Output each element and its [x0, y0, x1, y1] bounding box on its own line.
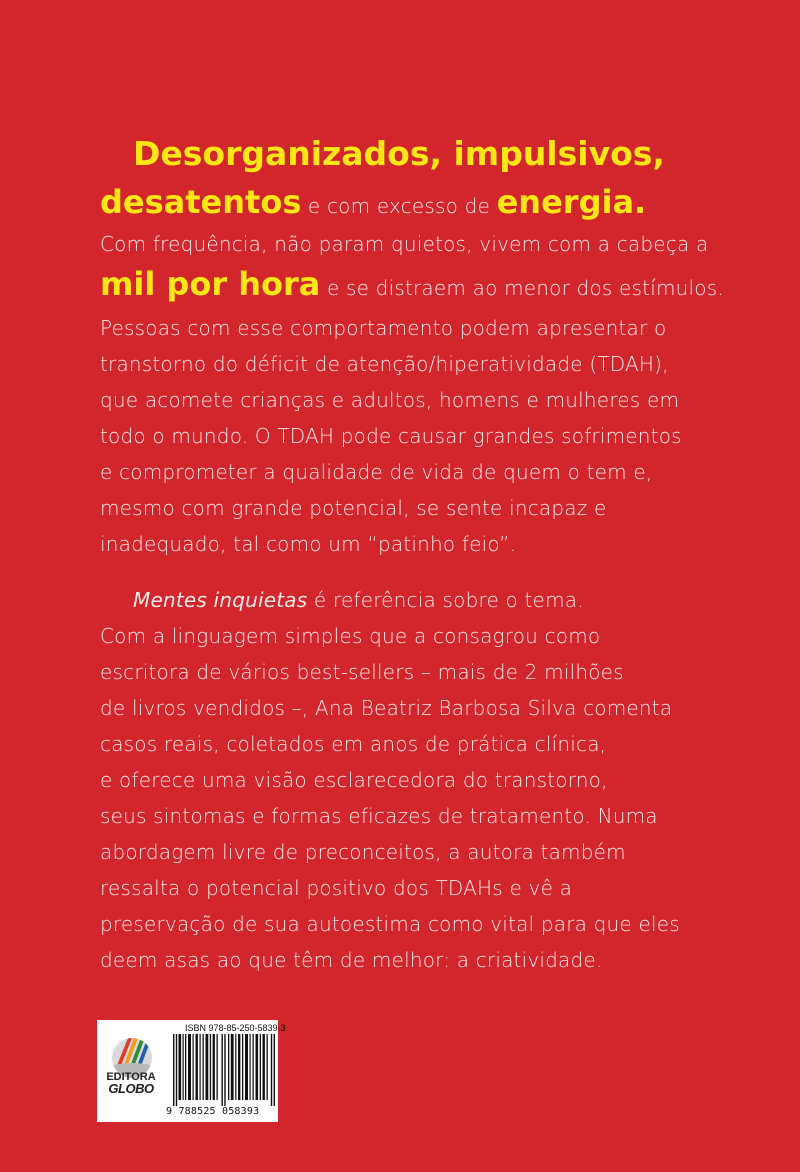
paragraph-2-line: de livros vendidos –, Ana Beatriz Barbosa Silva comenta — [100, 696, 673, 720]
paragraph-2-line: e oferece uma visão esclarecedora do transtorno, — [100, 768, 608, 792]
paragraph-1-line: transtorno do déficit de atenção/hiperatividade (TDAH), — [100, 352, 669, 376]
paragraph-2-line: abordagem livre de preconceitos, a autora também — [100, 840, 626, 864]
paragraph-1-line-2 — [100, 262, 750, 310]
paragraph-2-line: deem asas ao que têm de melhor: a criatividade. — [100, 948, 603, 972]
barcode-icon — [173, 1034, 275, 1106]
paragraph-1-line: todo o mundo. O TDAH pode causar grandes sofrimentos — [100, 424, 682, 448]
paragraph-1-line: mesmo com grande potencial, se sente incapaz e — [100, 496, 607, 520]
paragraph-1-line: inadequado, tal como um “patinho feio”. — [100, 532, 517, 556]
paragraph-1-line: que acomete crianças e adultos, homens e mulheres em — [100, 388, 680, 412]
paragraph-1-line-2-rest: e se distraem ao menor dos estímulos. — [326, 276, 724, 300]
headline-highlight: Desorganizados, impulsivos, — [133, 134, 665, 173]
paragraph-2-line: casos reais, coletados em anos de prática clínica, — [100, 732, 607, 756]
publisher-barcode-box — [97, 1020, 286, 1122]
isbn-label: ISBN 978-85-250-5839-3 — [185, 1023, 286, 1033]
ean-number: 9 788525 058393 — [166, 1106, 260, 1117]
paragraph-1-line-1: Com frequência, não param quietos, vivem com a cabeça a — [100, 232, 709, 256]
paragraph-2-line: seus sintomas e formas eficazes de tratamento. Numa — [100, 804, 658, 828]
paragraph-2-first-rest: é referência sobre o tema. — [307, 588, 584, 612]
headline-line-1 — [100, 130, 750, 182]
highlight-desatentos: desatentos — [100, 183, 302, 221]
paragraph-1-line: e comprometer a qualidade de vida de quem o tem e, — [100, 460, 653, 484]
headline-line-2 — [100, 182, 750, 226]
paragraph-2-line-1 — [100, 582, 750, 618]
headline-mid-text: e com excesso de — [307, 194, 491, 218]
publisher-line-2: GLOBO — [108, 1081, 154, 1096]
blurb-text — [100, 130, 750, 978]
paragraph-2-line: escritora de vários best-sellers – mais de 2 milhões — [100, 660, 624, 684]
highlight-mil-por-hora: mil por hora — [100, 265, 321, 303]
paragraph-1-line: Pessoas com esse comportamento podem apresentar o — [100, 316, 667, 340]
paragraph-2-line: Com a linguagem simples que a consagrou como — [100, 624, 601, 648]
publisher-name — [101, 1072, 161, 1094]
book-title-italic: Mentes inquietas — [133, 588, 308, 612]
highlight-energia: energia. — [496, 183, 647, 221]
paragraph-2-line: preservação de sua autoestima como vital para que eles — [100, 912, 680, 936]
publisher-line-1: EDITORA — [106, 1071, 156, 1083]
paragraph-2-line: ressalta o potencial positivo dos TDAHs e vê a — [100, 876, 573, 900]
